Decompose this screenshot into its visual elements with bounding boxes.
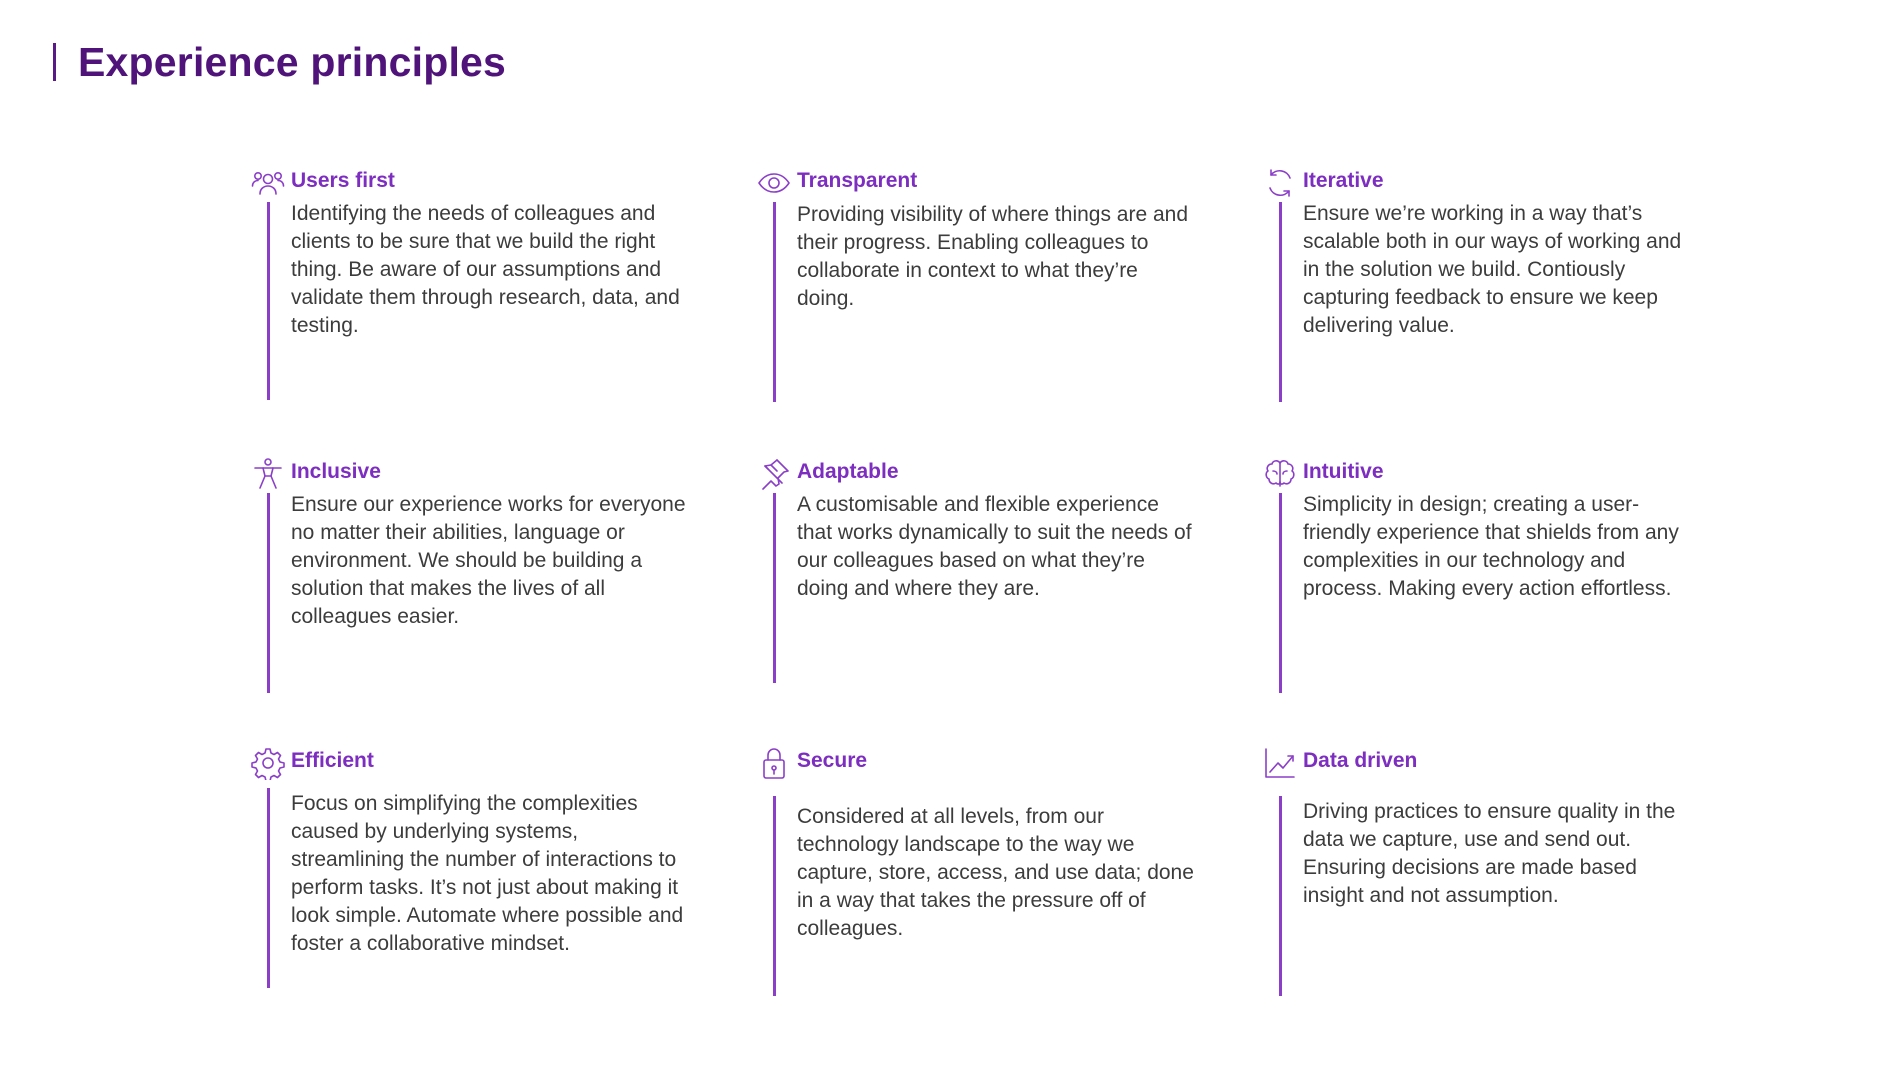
principle-divider xyxy=(773,796,776,996)
principle-description: Simplicity in design; creating a user-friendly experience that shields from any complexities in our technology and process. Making every action effortless. xyxy=(1303,493,1679,600)
lock-icon xyxy=(757,746,791,780)
principle-title: Inclusive xyxy=(291,460,381,483)
title-accent-bar xyxy=(53,43,56,81)
principle-title: Intuitive xyxy=(1303,460,1384,483)
principle-divider xyxy=(773,202,776,402)
principle-description: Ensure we’re working in a way that’s scalable both in our ways of working and in the solution we build. Contiously capturing feedback to ensure we keep delivering value. xyxy=(1303,202,1682,337)
accessibility-icon xyxy=(251,457,285,491)
principle-divider xyxy=(1279,493,1282,693)
principle-title: Users first xyxy=(291,169,395,192)
principle-divider xyxy=(267,202,270,400)
principle-title: Adaptable xyxy=(797,460,899,483)
principle-title: Secure xyxy=(797,749,868,772)
principle-description: Providing visibility of where things are and their progress. Enabling colleagues to collaborate in context to what they’re doing. xyxy=(797,203,1189,310)
principle-divider xyxy=(267,493,270,693)
gear-icon xyxy=(251,746,285,780)
principle-divider xyxy=(267,788,270,988)
page-title: Experience principles xyxy=(78,39,507,85)
eye-icon xyxy=(757,166,791,200)
principle-title: Iterative xyxy=(1303,169,1384,192)
users-icon xyxy=(251,166,285,200)
principle-description: Identifying the needs of colleagues and clients to be sure that we build the right thing. Be aware of our assumptions and validate them through research, data, and testing. xyxy=(291,202,680,337)
principle-title: Data driven xyxy=(1303,749,1418,772)
principle-title: Efficient xyxy=(291,749,374,772)
principle-description: Driving practices to ensure quality in the data we capture, use and send out. Ensuring decisions are made based insight and not assumption. xyxy=(1303,800,1676,907)
principle-divider xyxy=(1279,796,1282,996)
principle-title: Transparent xyxy=(797,169,918,192)
principle-description: Ensure our experience works for everyone no matter their abilities, language or environment. We should be building a solution that makes the lives of all colleagues easier. xyxy=(291,493,686,628)
principle-description: A customisable and flexible experience that works dynamically to suit the needs of our colleagues based on what they’re doing and where they are. xyxy=(797,493,1192,600)
chart-line-icon xyxy=(1263,746,1297,780)
principle-divider xyxy=(773,493,776,683)
principle-description: Focus on simplifying the complexities caused by underlying systems, streamlining the number of interactions to perform tasks. It’s not just about making it look simple. Automate where possible and foster a collaborative mindset. xyxy=(291,792,684,955)
refresh-icon xyxy=(1263,166,1297,200)
pin-icon xyxy=(757,457,791,491)
principle-description: Considered at all levels, from our technology landscape to the way we capture, store, access, and use data; done in a way that takes the pressure off of colleagues. xyxy=(797,805,1194,940)
principle-divider xyxy=(1279,202,1282,402)
brain-icon xyxy=(1263,457,1297,491)
